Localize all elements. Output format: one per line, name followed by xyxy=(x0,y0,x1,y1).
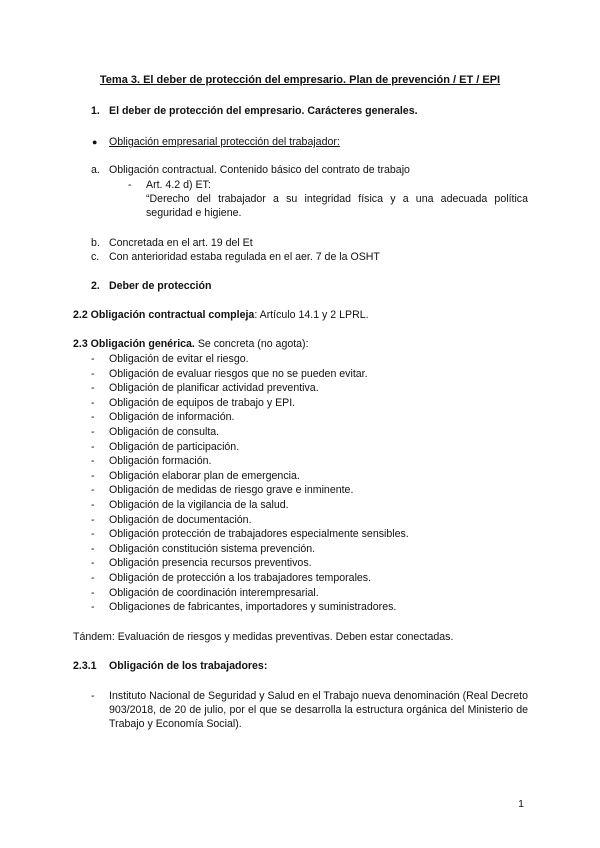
list-item-dash: - xyxy=(91,426,95,438)
list-item-dash: - xyxy=(91,499,95,511)
list-item: Obligación presencia recursos preventivos. xyxy=(109,557,312,570)
section-2-3-heading: 2.3 Obligación genérica. xyxy=(73,338,195,350)
item-c-marker: c. xyxy=(91,251,100,263)
list-item-dash: - xyxy=(91,601,95,614)
section-2-heading: Deber de protección xyxy=(109,280,212,292)
section-2-3 xyxy=(73,337,309,351)
list-item: Obligación de medidas de riesgo grave e inminente. xyxy=(109,484,354,497)
list-item: Obligación de equipos de trabajo y EPI. xyxy=(109,396,296,409)
section-2-3-rest: Se concreta (no agota): xyxy=(194,338,309,350)
section-2-2-heading: 2.2 Obligación contractual compleja xyxy=(73,309,255,321)
insht-paragraph: Instituto Nacional de Seguridad y Salud en el Trabajo nueva denominación (Real Decreto 903/2018, de 20 de julio, por el que se desarrolla la estructura orgánica del Ministerio de Trabajo y Economía Social). xyxy=(109,690,528,730)
list-item: Obligación de protección a los trabajadores temporales. xyxy=(109,572,372,584)
list-item-dash: - xyxy=(91,528,95,541)
list-item-dash: - xyxy=(91,542,95,555)
list-item-dash: - xyxy=(91,572,95,584)
page-number: 1 xyxy=(518,798,524,810)
list-item: Obligación de participación. xyxy=(109,440,240,453)
list-item-dash: - xyxy=(91,411,95,424)
section-2-3-1-number: 2.3.1 xyxy=(73,660,97,672)
list-item-dash: - xyxy=(91,396,95,409)
section-1-number: 1. xyxy=(91,105,100,117)
item-a-marker: a. xyxy=(91,164,100,176)
art42-marker: - xyxy=(128,179,132,191)
list-item-dash: - xyxy=(91,440,95,453)
item-b-marker: b. xyxy=(91,237,100,249)
list-item: Obligación de evaluar riesgos que no se pueden evitar. xyxy=(109,367,368,380)
list-item: Obligación de evitar el riesgo. xyxy=(109,353,249,365)
section-2-3-1-heading: Obligación de los trabajadores: xyxy=(109,660,268,672)
list-item-dash: - xyxy=(91,586,95,599)
list-item: Obligación formación. xyxy=(109,455,212,468)
list-item-dash: - xyxy=(91,484,95,497)
tandem-note: Tándem: Evaluación de riesgos y medidas preventivas. Deben estar conectadas. xyxy=(73,631,454,643)
bullet-employer-obligation: Obligación empresarial protección del trabajador: xyxy=(109,136,340,148)
list-item-dash: - xyxy=(91,469,95,482)
list-item-dash: - xyxy=(91,455,95,468)
list-item: Obligaciones de fabricantes, importadores y suministradores. xyxy=(109,601,397,614)
list-item: Obligación de planificar actividad preventiva. xyxy=(109,382,319,395)
art42-text: Art. 4.2 d) ET: xyxy=(146,179,211,191)
item-b-text: Concretada en el art. 19 del Et xyxy=(109,237,253,249)
section-2-2 xyxy=(73,308,369,322)
list-item-dash: - xyxy=(91,367,95,380)
list-item-dash: - xyxy=(91,557,95,570)
list-item: Obligación de coordinación interempresarial. xyxy=(109,586,319,599)
right-quote: “Derecho del trabajador a su integridad física y a una adecuada política seguridad e higiene. xyxy=(146,193,528,219)
section-2-number: 2. xyxy=(91,280,100,292)
list-item: Obligación de la vigilancia de la salud. xyxy=(109,499,289,511)
list-item: Obligación de documentación. xyxy=(109,513,252,526)
list-item: Obligación elaborar plan de emergencia. xyxy=(109,469,300,482)
insht-dash: - xyxy=(91,690,95,702)
document-title: Tema 3. El deber de protección del empresario. Plan de prevención / ET / EPI xyxy=(99,74,501,86)
item-a-text: Obligación contractual. Contenido básico del contrato de trabajo xyxy=(109,164,410,176)
list-item: Obligación de consulta. xyxy=(109,426,220,438)
list-item: Obligación protección de trabajadores especialmente sensibles. xyxy=(109,528,409,541)
list-item: Obligación de información. xyxy=(109,411,235,424)
item-c-text: Con anterioridad estaba regulada en el aer. 7 de la OSHT xyxy=(109,251,380,263)
bullet-icon: ● xyxy=(92,137,98,147)
list-item-dash: - xyxy=(91,513,95,526)
list-item-dash: - xyxy=(91,353,95,365)
list-item: Obligación constitución sistema prevención. xyxy=(109,542,316,555)
list-item-dash: - xyxy=(91,382,95,395)
section-2-2-rest: : Artículo 14.1 y 2 LPRL. xyxy=(254,309,369,321)
section-1-heading: El deber de protección del empresario. Carácteres generales. xyxy=(109,105,418,117)
